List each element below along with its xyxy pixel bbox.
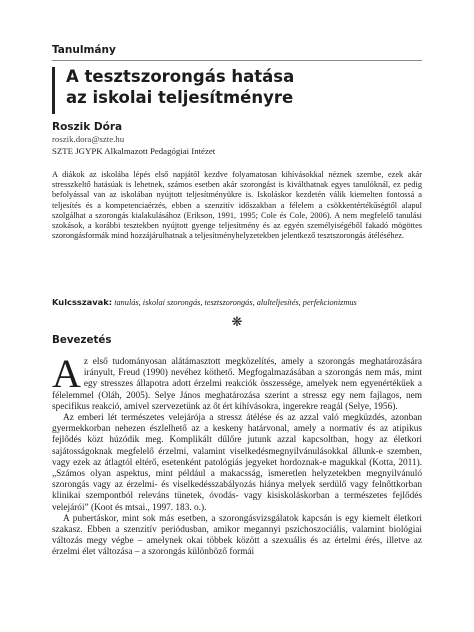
- title-line-1: A tesztszorongás hatása: [66, 67, 295, 86]
- section-label: Tanulmány: [52, 44, 116, 56]
- article-title: [66, 66, 294, 108]
- title-line-2: az iskolai teljesítményre: [66, 88, 294, 107]
- paragraph-2: Az emberi lét természetes velejárója a stressz átélése és az azzal való megküzdés, azonban gyermekkorban nehezen észlelhető az a keskeny határvonal, amely a normatív és az atipikus fejlődés közt húzódik meg. Komplikált dűlőre jutunk azzal kapcsoltban, hogy az életkori sajátosságoknak megfelelő érzelmi, valamint viselkedésmegnyilvánulásokkal állunk-e szemben, vagy ezek az átlagtól eltérő, esetenként patológiás jegyeket hordoznak-e magukkal (Kotta, 2011). „Számos olyan aspektus, mint például a makacsság, ismeretlen helyzetekben megnyilvánuló szorongás vagy az érzelmi- és viselkedésszabályozás hiánya melyek serdülő vagy felnőttkorban klinikai szempontból releváns tünetek, óvodás- vagy kisiskoláskorban a természetes fejlődés velejárói” (Koot és mtsai., 1997. 183. o.).: [52, 413, 422, 513]
- author-email[interactable]: roszik.dora@szte.hu: [52, 134, 125, 144]
- section-heading: Bevezetés: [52, 334, 112, 346]
- author-name: Roszik Dóra: [52, 121, 123, 133]
- paragraph-1-text: z első tudományosan alátámasztott megközelítés, amely a szorongás meghatározására irányult, Freud (1990) nevéhez köthető. Megfogalmazásában a szorongás nem más, mint egy stresszes állapotra adott érzelmi reakciók összessége, amelyek nem egyenértékűek a félelemmel (Oláh, 2005). Selye János meghatározása szerint a stressz egy nem fajlagos, nem specifikus reakció, amivel szervezetünk az őt ért kihívásokra, ingerekre reagál (Selye, 1956).: [52, 357, 422, 412]
- abstract: A diákok az iskolába lépés első napjától kezdve folyamatosan kihívásokkal néznek szembe, ezek akár stresszkeltő hatásúak is lehetnek, számos esetben akár szorongást is kiválthatnak egyes tanulóknál, ez pedig befolyással van az iskolában nyújtott teljesítményükre is. Iskoláskor kezdetén válik kiemelten fontossá a teljesítés és a kompetenciaérzés, ebben a szenzitív időszakban a félelem a csökkentértékűségtől alapul szolgálhat a szorongás kialakulásához (Erikson, 1991, 1995; Cole és Cole, 2006). A nem megfelelő tanulási szokások, a korábbi tesztekben nyújtott gyenge teljesítmény és az egyén személyiségéből fakadó mögöttes szorongásformák mind hozzájárulhatnak a teljesítményhelyzetekben jelentkező tesztszorongás átéléséhez.: [52, 170, 422, 241]
- keywords-label: Kulcsszavak:: [52, 297, 113, 307]
- drop-cap: A: [52, 351, 81, 396]
- keywords: [52, 297, 422, 308]
- header-rule: [52, 60, 422, 61]
- paragraph-3: A pubertáskor, mint sok más esetben, a szorongásvizsgálatok kapcsán is egy kiemelt életkori szakasz. Ebben a szenzitív periódusban, amikor megannyi pszichoszociális, valamint biológiai változás megy végbe – amelynek okai többek között a szexuális és az értelmi érés, illetve az érzelmi élet változása – a szorongás különböző formái: [52, 513, 422, 558]
- title-accent-bar: [52, 67, 55, 114]
- keywords-list: tanulás, iskolai szorongás, tesztszorongás, alulteljesítés, perfekcionizmus: [114, 298, 357, 307]
- body-text: [52, 351, 422, 559]
- ornament-icon: ❋: [231, 314, 243, 329]
- paragraph-1: [52, 351, 422, 413]
- author-affiliation: SZTE JGYPK Alkalmazott Pedagógiai Intézet: [52, 146, 216, 156]
